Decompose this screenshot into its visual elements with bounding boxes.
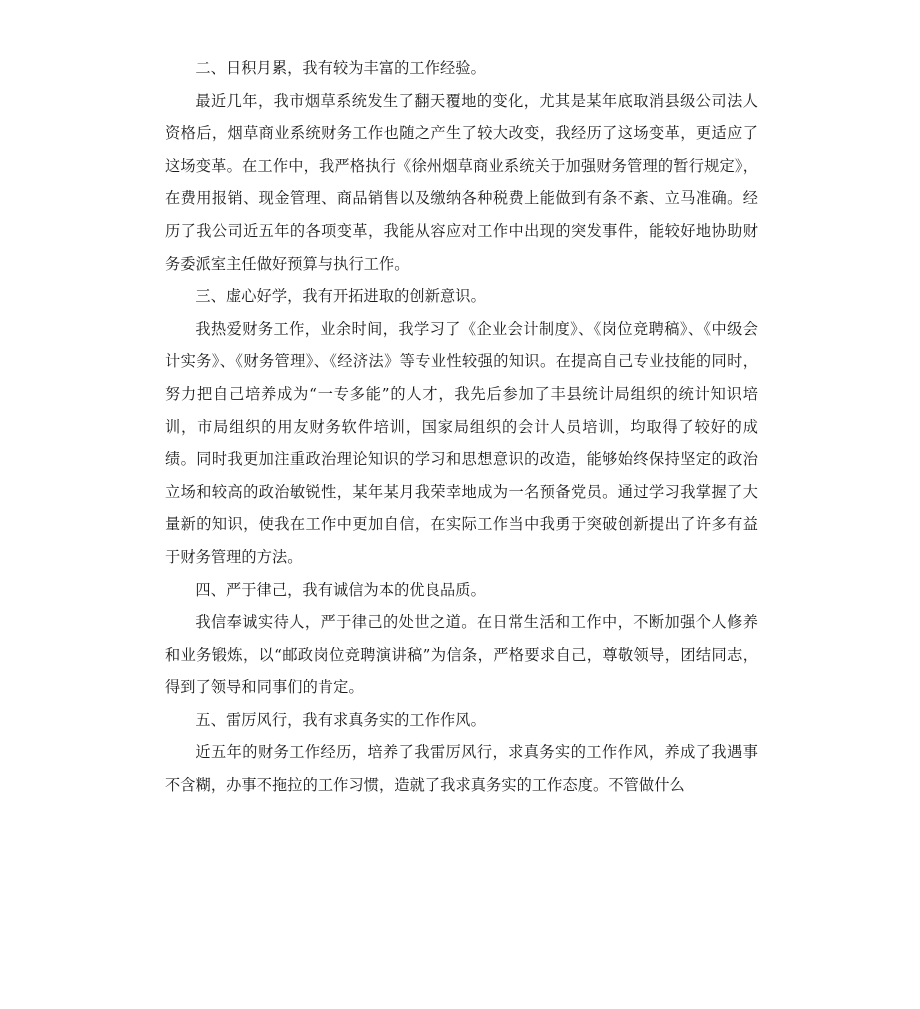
document-body xyxy=(165,52,758,802)
section-heading-4: 四、严于律己，我有诚信为本的优良品质。 xyxy=(195,580,486,599)
section-body-3: 我热爱财务工作，业余时间，我学习了《企业会计制度》、《岗位竞聘稿》、《中级会计实务》、《财务管理》、《经济法》等专业性较强的知识。在提高自己专业技能的同时，努力把自己培养成为“一专多能”的人才，我先后参加了丰县统计局组织的统计知识培训，市局组织的用友财务软件培训，国家局组织的会计人员培训，均取得了较好的成绩。同时我更加注重政治理论知识的学习和思想意识的改造，能够始终保持坚定的政治立场和较高的政治敏锐性，某年某月我荣幸地成为一名预备党员。通过学习我掌握了大量新的知识，使我在工作中更加自信，在实际工作当中我勇于突破创新提出了许多有益于财务管理的方法。 xyxy=(165,319,758,566)
section-body-5: 近五年的财务工作经历，培养了我雷厉风行，求真务实的工作作风，养成了我遇事不含糊，办事不拖拉的工作习惯，造就了我求真务实的工作态度。不管做什么 xyxy=(165,743,758,795)
section-heading-3: 三、虚心好学，我有开拓进取的创新意识。 xyxy=(195,287,486,306)
section-heading-5: 五、雷厉风行，我有求真务实的工作作风。 xyxy=(195,710,486,729)
section-heading-2: 二、日积月累，我有较为丰富的工作经验。 xyxy=(195,59,486,77)
section-body-2: 最近几年，我市烟草系统发生了翻天覆地的变化，尤其是某年底取消县级公司法人资格后，烟草商业系统财务工作也随之产生了较大改变，我经历了这场变革，更适应了这场变革。在工作中，我严格执行《徐州烟草商业系统关于加强财务管理的暂行规定》，在费用报销、现金管理、商品销售以及缴纳各种税费上能做到有条不紊、立马准确。经历了我公司近五年的各项变革，我能从容应对工作中出现的突发事件，能较好地协助财务委派室主任做好预算与执行工作。 xyxy=(165,91,758,273)
section-body-4: 我信奉诚实待人，严于律己的处世之道。在日常生活和工作中，不断加强个人修养和业务锻炼，以“邮政岗位竞聘演讲稿”为信条，严格要求自己，尊敬领导，团结同志，得到了领导和同事们的肯定。 xyxy=(165,613,758,697)
